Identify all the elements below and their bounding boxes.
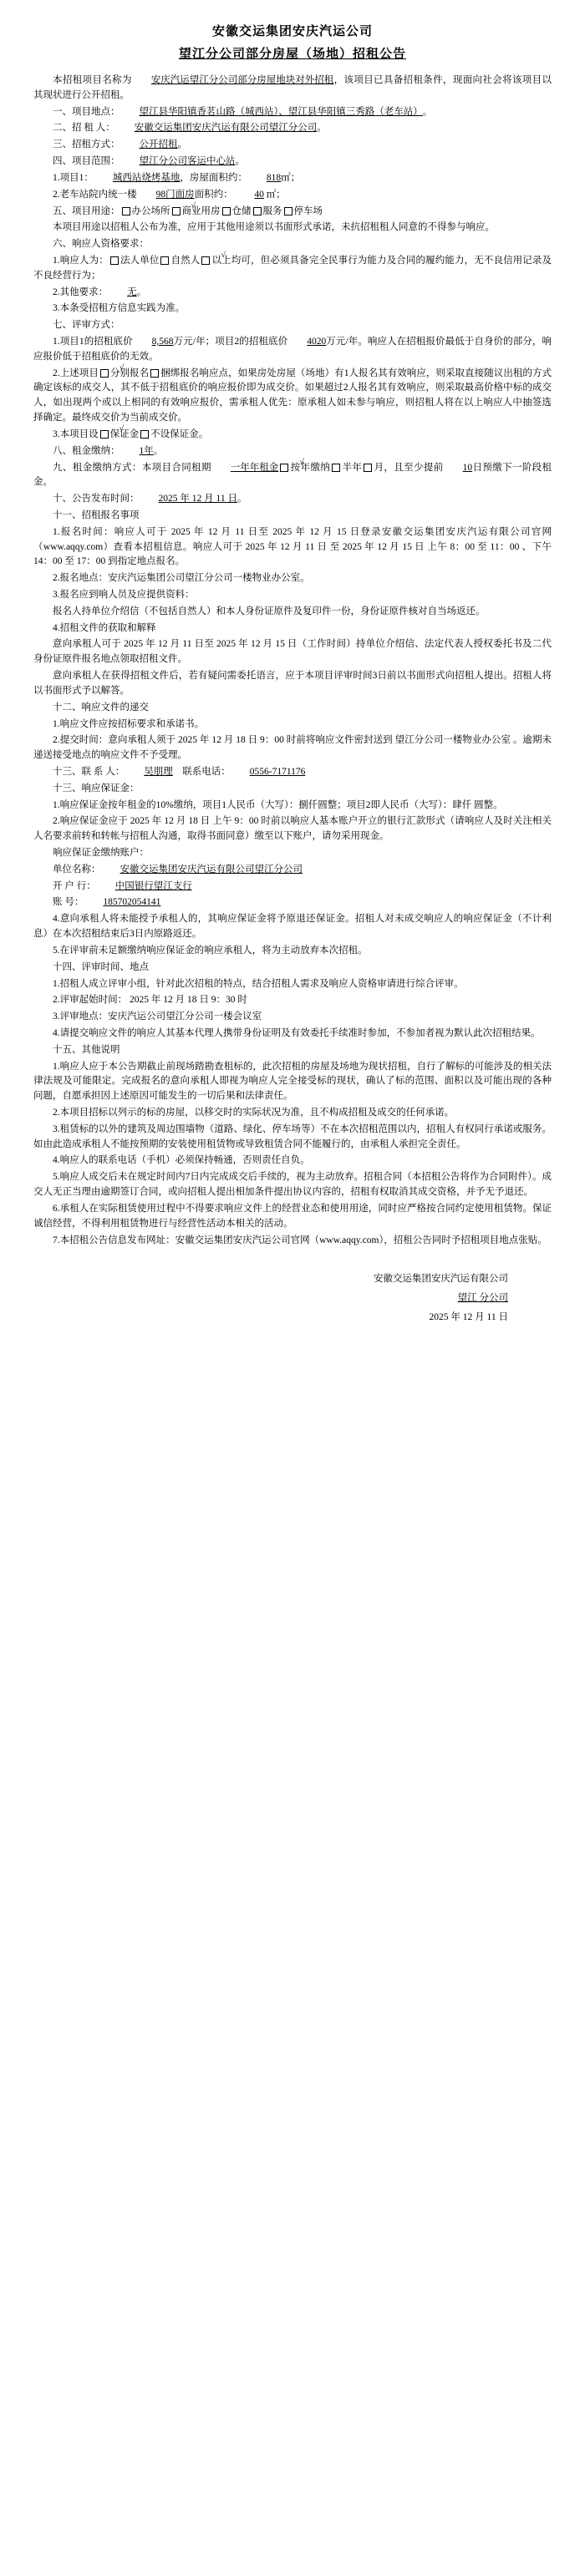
other-item-2: 2.本项目招标以列示的标的房屋，以移交时的实际状况为准，且不构成招租及成交的任何承诺。: [53, 1108, 455, 1118]
evaluation-p1: [33, 335, 552, 365]
qualification-line-1: [33, 254, 552, 284]
payment-advance-days: 10: [462, 462, 473, 473]
section-review-title: [33, 961, 552, 976]
registration-item-5: 4.招租文件的获取和解释: [53, 622, 156, 633]
registration-item-2: 2.报名地点：安庆汽运集团公司望江分公司一楼物业办公室。: [53, 573, 310, 584]
scope-item-1: [33, 171, 552, 186]
deposit-bank-key-3: 账 号：: [53, 897, 84, 908]
other-item-5: 5.响应人成交后未在规定时间内7日内完成成交后手续的，视为主动放弃。招租合同（本招租公告将作为合同附件）。成交人无正当理由逾期签订合同，或向招租人提出相加条件提出协议内容的，招租有权取消其成交资格，并予无予退还。: [33, 1172, 552, 1198]
payment-option-monthly: 月: [374, 462, 384, 473]
announce-date: 2025 年 12 月 11 日: [158, 494, 237, 505]
section-method-tail: 。: [177, 139, 187, 150]
lease-term-no: 八、: [53, 445, 72, 456]
section-announce: [33, 492, 552, 507]
response-item-2: 2.提交时间：意向承租人须于 2025 年 12 月 18 日 9：00 时前将响应文件密封送到 望江分公司一楼物业办公室 。逾期未递送接受地点的响应文件不予受理。: [33, 735, 552, 761]
response-item-1: 1.响应文件应按招标要求和承诺书。: [53, 718, 205, 729]
signature-company: 安徽交运集团安庆汽运有限公司: [374, 1274, 508, 1285]
section-location-label: 项目地点：: [72, 106, 120, 117]
org-name: 安徽交运集团安庆汽运公司: [211, 25, 373, 38]
usage-checkbox-commercial[interactable]: [172, 207, 181, 216]
deposit-bank-value-2: 中国银行望江支行: [114, 880, 192, 891]
section-registration-title: [33, 509, 552, 524]
signature-branch: [33, 1289, 508, 1308]
section-scope-value: 望江分公司客运中心站: [139, 156, 236, 167]
deposit-p2: 2.响应保证金应于 2025 年 12 月 18 日 上午 9：00 时前以响应人基本账户开立的银行汇款形式（请响应人及时关注相关人名要求前转和转帐与招租人沟通，取得书面同意）缴至以下账户，请勿采用现金。: [33, 816, 552, 842]
evaluation-checkbox-no-deposit[interactable]: [140, 430, 149, 439]
section-lease-term: [33, 444, 552, 459]
contact-phone: 0556-7171176: [249, 766, 306, 777]
payment-option-yearly: 按年缴纳: [290, 462, 331, 473]
section-lessor-tail: 。: [317, 123, 327, 134]
section-method-label: 招租方式：: [72, 139, 120, 150]
payment-value: 一年年租金: [230, 462, 279, 473]
qualification-l2-tail: 。: [136, 287, 147, 297]
section-deposit-title: [33, 782, 552, 797]
scope-item-1-unit: ㎡；: [281, 172, 301, 183]
evaluation-no: 七、: [53, 320, 72, 331]
section-location-value: 望江县华阳镇香茗山路（城西站）、望江县华阳镇三秀路（老车站）: [139, 106, 423, 117]
deposit-label: 响应保证金：: [81, 783, 140, 794]
evaluation-option-deposit: 保证金: [109, 428, 140, 439]
scope-item-2: [33, 188, 552, 203]
lease-term-label: 租金缴纳：: [72, 445, 120, 456]
payment-checkbox-half-year[interactable]: [332, 464, 340, 472]
section-location-no: 一、: [53, 106, 72, 117]
payment-label: 九、租金缴纳方式：: [53, 462, 142, 473]
evaluation-checkbox-deposit[interactable]: [100, 430, 109, 439]
intro-a: 本招租项目名称为: [53, 75, 132, 85]
evaluation-checkbox-separate[interactable]: [100, 369, 109, 378]
payment-checkbox-yearly[interactable]: [280, 464, 288, 472]
evaluation-p2: [33, 367, 552, 426]
usage-option-storage: 仓储: [231, 205, 252, 216]
section-usage: [33, 205, 552, 220]
payment-checkbox-monthly[interactable]: [364, 464, 372, 472]
qualification-option-both: 以上均可: [211, 255, 252, 266]
usage-checkbox-office[interactable]: [122, 207, 130, 216]
signature-branch-text: 望江 分公司: [457, 1293, 508, 1304]
signature-date: 2025 年 12 月 11 日: [429, 1312, 508, 1323]
section-evaluation-title: [33, 318, 552, 333]
section-lessor-value: 安徽交运集团安庆汽运有限公司望江分公司: [134, 123, 318, 134]
contact-name: 吴朋理: [144, 766, 173, 777]
evaluation-p3-tail: 。: [198, 428, 209, 439]
qualification-l1-tail: ，但必须具备完全民事行为能力及合同的履约能力，无不良信用记录及不良经营行为；: [33, 255, 552, 281]
qualification-option-legal-entity: 法人单位: [120, 255, 160, 266]
usage-option-commercial: 商业用房: [181, 205, 221, 216]
section-lessor: [33, 121, 552, 136]
registration-item-6: 意向承租人可于 2025 年 12 月 11 日至 2025 年 12 月 15 日（工作时间）持单位介绍信、法定代表人授权委托书及二代身份证原件报名地点领取招租文件。: [33, 639, 552, 665]
review-item-1: 1.招租人成立评审小组，针对此次招租的特点，结合招租人需求及响应人资格审请进行综合评审。: [53, 978, 464, 989]
review-item-2: 2.评审起始时间： 2025 年 12 月 18 日 9：30 时: [53, 995, 247, 1006]
scope-item-2-mid: 面积约：: [194, 189, 233, 200]
scope-item-1-name: 城西站烧烤基地: [112, 172, 181, 183]
deposit-p4: 5.在评审前未足额缴纳响应保证金的响应承租人，将为主动放弃本次招租。: [53, 945, 368, 956]
other-label: 其他说明: [81, 1044, 120, 1055]
qualification-checkbox-natural-person[interactable]: [160, 256, 169, 265]
evaluation-p1-prefix: 1.项目1的招租底价: [53, 337, 133, 347]
scope-item-2-area: 40: [254, 189, 264, 200]
evaluation-p3: [33, 428, 552, 443]
deposit-bank-row-3: [33, 895, 552, 910]
qualification-line-3: 3.本条受招租方信息实践为准。: [53, 303, 186, 314]
evaluation-p3-prefix: 3.本项目设: [53, 428, 99, 439]
section-payment: [33, 461, 552, 491]
evaluation-price-2: 4020: [307, 337, 327, 347]
intro-b: ，该项目已具备招租条件，现面向社会将该项目以其现状进行公开招租。: [33, 75, 552, 100]
usage-note: 本项目用途以招租人公布为准，应用于其他用途须以书面形式承诺，未抗招租租人同意的不得参与响应。: [53, 222, 495, 233]
review-item-3: 3.评审地点：安庆汽运公司望江分公司一楼会议室: [53, 1012, 262, 1022]
deposit-bank-key-1: 单位名称：: [53, 864, 101, 875]
payment-tail-prefix: ，且至少提前: [384, 462, 444, 473]
section-location: [33, 105, 552, 120]
usage-option-office: 办公场所: [131, 205, 170, 216]
section-location-tail: 。: [422, 106, 433, 117]
payment-p1: 本项目合同租期: [141, 462, 211, 473]
usage-checkbox-storage[interactable]: [222, 207, 231, 216]
deposit-no: 十三、: [53, 783, 82, 794]
deposit-bank-row-1: [33, 863, 552, 878]
evaluation-price-1: 8,568: [151, 337, 174, 347]
evaluation-p1-mid: 万元/年；项目2的招租底价: [173, 337, 288, 347]
qualification-checkbox-both[interactable]: [201, 256, 210, 265]
section-response-title: [33, 701, 552, 716]
intro-project-name: 安庆汽运望江分公司部分房屋地块对外招租: [150, 75, 334, 85]
section-method-no: 三、: [53, 139, 72, 150]
registration-label: 招租报名事项: [81, 510, 140, 520]
registration-item-4: 报名人持单位介绍信（不包括自然人）和本人身份证原件及复印件一份，身份证原件核对自当场返还。: [53, 606, 486, 616]
other-item-6: 6.承租人在实际租赁使用过程中不得要求响应文件上的经营业态和使用用途，同时应严格按合同约定使用租赁物。保证诚信经营，不得利用租赁物进行与经营性活动本相关的活动。: [33, 1203, 552, 1229]
evaluation-p1-tail: 万元/年。响应人在招租报价最低于自身价的部分，响应报价低于招租底价的无效。: [33, 337, 552, 362]
section-qualification-title: [33, 237, 552, 252]
scope-item-1-prefix: 1.项目1：: [53, 172, 94, 183]
section-lessor-no: 二、: [53, 123, 72, 134]
contact-no: 十三、: [53, 766, 82, 777]
contact-phone-label: 联系电话：: [182, 766, 231, 777]
lease-term-value: 1年: [139, 445, 154, 456]
deposit-bank-key-2: 开 户 行：: [53, 880, 96, 891]
payment-option-half-year: 半年: [342, 462, 363, 473]
section-scope-label: 项目范围：: [72, 156, 120, 167]
registration-no: 十一、: [53, 510, 82, 520]
usage-no: 五、: [53, 205, 72, 216]
deposit-p3: 4.意向承租人将未能授予承租人的，其响应保证金将予原退还保证金。招租人对未成交响应人的响应保证金（不计利息）在本次招租结束后3日内原路返还。: [33, 914, 552, 940]
section-scope-tail: 。: [235, 156, 245, 167]
usage-checkbox-service[interactable]: [253, 207, 262, 216]
evaluation-option-separate: 分别报名: [109, 368, 150, 378]
usage-option-parking: 停车场: [293, 205, 323, 216]
signature-block: [33, 1270, 552, 1327]
evaluation-p2-tail: 响应点，如果房处房屋（场地）有1人报名其有效响应，则采取直接随议出租的方式确定该标的成交人，其不低于招租底价的响应报价即为成交价。如果超过2人报名其有效响应，则采取最高价格中标的成交人，如出现两个或以上相同的有效响应报价，需承租人优先：原承租人如未参与响应，则招租人将在以上响应人中抽签选择确定。最终成交价为当前成交价。: [33, 368, 552, 423]
scope-item-2-unit: ㎡；: [266, 189, 286, 200]
deposit-bank-value-3: 185702054141: [103, 897, 161, 908]
evaluation-label: 评审方式：: [72, 320, 120, 331]
qualification-l2-value: 无: [127, 287, 137, 297]
payment-tail: 日预缴下一阶段租金。: [33, 462, 552, 488]
intro-paragraph: [33, 74, 552, 104]
response-no: 十二、: [53, 702, 82, 712]
other-item-1: 1.响应人应于本公告期截止前现场踏勘查租标的，此次招租的房屋及场地为现状招租，自行了解标的可能涉及的相关法律法规及可能限定。完成报名的意向承租人即视为响应人完全接受标的现状，确认了标的范围、面积以及可能出现的各种问题，自愿承担因上述原因可能发生的一切后果和法律责任。: [33, 1061, 552, 1102]
section-method-value: 公开招租: [139, 139, 178, 150]
announce-tail: 。: [237, 494, 247, 505]
other-no: 十五、: [53, 1044, 82, 1055]
section-other-title: [33, 1043, 552, 1058]
page-title: 望江分公司部分房屋（场地）招租公告: [178, 48, 406, 61]
usage-option-service: 服务: [262, 205, 282, 216]
qualification-l1-prefix: 1.响应人为：: [53, 255, 109, 266]
evaluation-p2-prefix: 2.上述项目: [53, 368, 99, 378]
deposit-p1: 1.响应保证金按年租金的10%缴纳，项目1人民币（大写）：捌仟圆整；项目2即人民币（大写）：肆仟 圆整。: [53, 799, 503, 810]
scope-item-1-area: 818: [266, 172, 282, 183]
usage-checkbox-parking[interactable]: [284, 207, 292, 216]
other-item-4: 4.响应人的联系电话（手机）必须保持畅通，否则责任自负。: [53, 1155, 310, 1166]
registration-item-1: 1.报名时间：响应人可于 2025 年 12 月 11 日至 2025 年 12 月 15 日登录安徽交运集团安庆汽运有限公司官网（www.aqqy.com）查看本招租信息。响应人可于 2025 年 12 月 11 日 至 2025 年 12 月 15 日 上午 8：00 至 11：00 、下午 14：00 至 17：00 到指定地点报名。: [33, 526, 552, 567]
scope-item-2-name: 98门面房: [155, 189, 195, 200]
qualification-label: 响应人资格要求：: [72, 239, 149, 250]
deposit-bank-row-2: [33, 880, 552, 895]
qualification-option-natural-person: 自然人: [170, 255, 201, 266]
section-scope: [33, 155, 552, 170]
contact-label: 联 系 人：: [81, 766, 125, 777]
section-contact: [33, 765, 552, 780]
scope-item-1-mid: ，房屋面积约：: [180, 172, 247, 183]
qualification-line-2: [33, 286, 552, 301]
evaluation-option-no-deposit: 不设保证金: [150, 428, 199, 439]
announce-label: 公告发布时间：: [72, 494, 140, 505]
other-item-3: 3.租赁标的以外的建筑及周边围墙物（道路、绿化、停车场等）不在本次招租范围以内，招租人有权同行承诺或服务。如由此造成承租人不能按预期的安装使用租赁物或导致租赁合同不能履行的，由承租人承担完全责任。: [33, 1123, 552, 1149]
announce-no: 十、: [53, 494, 72, 505]
other-item-7: 7.本招租公告信息发布网址：安徽交运集团安庆汽运公司官网（www.aqqy.com），招租公告同时予招租项目地点张贴。: [53, 1235, 547, 1245]
deposit-bank-title: 响应保证金缴纳账户：: [53, 848, 149, 858]
evaluation-option-bundled: 捆绑报名: [160, 368, 200, 378]
section-lessor-label: 招 租 人：: [72, 123, 115, 134]
qualification-checkbox-legal-entity[interactable]: [110, 256, 119, 265]
scope-item-2-prefix: 2.老车站院内统一楼: [53, 189, 137, 200]
registration-item-3: 3.报名应到响人员及应提供资料：: [53, 590, 195, 600]
evaluation-checkbox-bundled[interactable]: [150, 369, 159, 378]
review-no: 十四、: [53, 961, 82, 972]
usage-label: 项目用途：: [72, 205, 120, 216]
qualification-l2-label: 2.其他要求：: [53, 287, 109, 297]
registration-item-7: 意向承租人在获得招租文件后，若有疑问需委托语言，应于本项目评审时间3日前以书面形式向招租人提出。招租人将以书面形式予以解答。: [33, 671, 552, 696]
deposit-bank-value-1: 安徽交运集团安庆汽运有限公司望江分公司: [120, 864, 303, 875]
section-method: [33, 138, 552, 153]
review-label: 评审时间、地点: [81, 961, 149, 972]
review-item-4: 4.请提交响应文件的响应人其基本代理人携带身份证明及有效委托手续准时参加，不参加者视为默认此次招租结果。: [53, 1027, 541, 1038]
lease-term-tail: 。: [153, 445, 164, 456]
section-scope-no: 四、: [53, 156, 72, 167]
qualification-no: 六、: [53, 239, 72, 250]
response-label: 响应文件的递交: [81, 702, 149, 712]
